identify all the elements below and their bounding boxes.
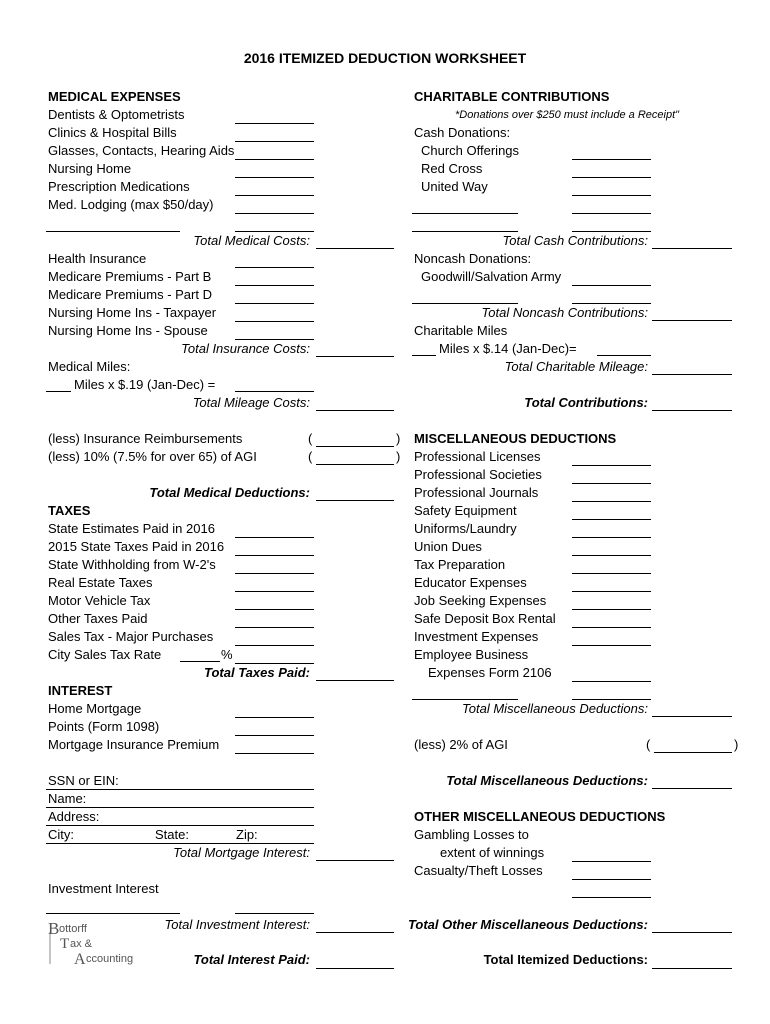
reimbursements-field[interactable]: [316, 446, 394, 447]
charitable-heading: CHARITABLE CONTRIBUTIONS: [414, 89, 610, 104]
tax-preparation-field[interactable]: [572, 573, 651, 574]
lender-zip-label: Zip:: [236, 827, 258, 842]
paren-close: ): [396, 431, 401, 446]
total-taxes-paid-field[interactable]: [316, 680, 394, 681]
tax-item: State Withholding from W-2's: [48, 557, 216, 572]
other-noncash-desc-field[interactable]: [412, 303, 518, 304]
real-estate-taxes-field[interactable]: [235, 591, 314, 592]
job-seeking-field[interactable]: [572, 609, 651, 610]
less-2pct-agi-field[interactable]: [654, 752, 732, 753]
state-withholding-field[interactable]: [235, 573, 314, 574]
church-offerings-field[interactable]: [572, 159, 651, 160]
gambling-losses-field[interactable]: [572, 861, 651, 862]
mortgage-insurance-field[interactable]: [235, 753, 314, 754]
insurance-item: Health Insurance: [48, 251, 147, 266]
total-mortgage-interest-field[interactable]: [316, 860, 394, 861]
lender-address-field[interactable]: [46, 825, 314, 826]
home-mortgage-field[interactable]: [235, 717, 314, 718]
casualty-theft-field[interactable]: [572, 879, 651, 880]
tax-item: Real Estate Taxes: [48, 575, 153, 590]
insurance-item: Nursing Home Ins - Taxpayer: [48, 305, 217, 320]
health-insurance-field[interactable]: [235, 267, 314, 268]
medical-item: Nursing Home: [48, 161, 132, 176]
charitable-miles-label: Charitable Miles: [414, 323, 508, 338]
prescription-field[interactable]: [235, 195, 314, 196]
gambling-losses-label: Gambling Losses to: [414, 827, 529, 842]
company-logo: [46, 918, 156, 966]
state-estimates-field[interactable]: [235, 537, 314, 538]
united-way-field[interactable]: [572, 195, 651, 196]
cash-item: Red Cross: [421, 161, 483, 176]
ssn-field[interactable]: [46, 789, 314, 790]
page-title: 2016 ITEMIZED DEDUCTION WORKSHEET: [243, 50, 527, 66]
noncash-donations-label: Noncash Donations:: [414, 251, 532, 266]
total-taxes-paid-label: Total Taxes Paid:: [204, 665, 310, 680]
total-itemized-deductions-field[interactable]: [652, 968, 732, 969]
lender-name-field[interactable]: [46, 807, 314, 808]
lender-city-label: City:: [48, 827, 74, 842]
tax-item: 2015 State Taxes Paid in 2016: [48, 539, 225, 554]
other-noncash-amount-field[interactable]: [572, 303, 651, 304]
city-sales-tax-label: City Sales Tax Rate: [48, 647, 162, 662]
other-misc-heading: OTHER MISCELLANEOUS DEDUCTIONS: [414, 809, 666, 824]
total-other-misc-label: Total Other Miscellaneous Deductions:: [407, 917, 648, 932]
paren-close: ): [396, 449, 401, 464]
misc-item: Professional Societies: [414, 467, 542, 482]
professional-societies-field[interactable]: [572, 483, 651, 484]
ssn-label: SSN or EIN:: [48, 773, 119, 788]
misc-item: Uniforms/Laundry: [414, 521, 517, 536]
logo-line2: ax &: [70, 938, 93, 950]
medical-item: Glasses, Contacts, Hearing Aids: [48, 143, 235, 158]
total-interest-paid-field[interactable]: [316, 968, 394, 969]
total-investment-interest-field[interactable]: [316, 932, 394, 933]
investment-interest-label: Investment Interest: [48, 881, 159, 896]
nursing-ins-taxpayer-field[interactable]: [235, 321, 314, 322]
total-other-misc-field[interactable]: [652, 932, 732, 933]
total-misc-deductions-label: Total Miscellaneous Deductions:: [462, 701, 648, 716]
paren-open: (: [646, 737, 651, 752]
misc-item: Professional Licenses: [414, 449, 541, 464]
interest-item: Points (Form 1098): [48, 719, 160, 734]
total-noncash-contributions-field[interactable]: [652, 320, 732, 321]
dentists-field[interactable]: [235, 123, 314, 124]
tax-item: Other Taxes Paid: [48, 611, 148, 626]
misc-heading: MISCELLANEOUS DEDUCTIONS: [414, 431, 617, 446]
tax-item: Motor Vehicle Tax: [48, 593, 151, 608]
total-itemized-deductions-label: Total Itemized Deductions:: [483, 952, 648, 967]
logo-line1: ottorff: [59, 923, 87, 935]
misc-item: Safe Deposit Box Rental: [414, 611, 556, 626]
misc-item: Safety Equipment: [414, 503, 517, 518]
medical-item: Clinics & Hospital Bills: [48, 125, 177, 140]
logo-b: B: [48, 919, 60, 938]
other-cash-desc-field-2[interactable]: [412, 231, 518, 232]
medical-heading: MEDICAL EXPENSES: [48, 89, 181, 104]
expenses-form-label: Expenses Form 2106: [428, 665, 552, 680]
total-mortgage-interest-label: Total Mortgage Interest:: [173, 845, 310, 860]
interest-item: Mortgage Insurance Premium: [48, 737, 220, 752]
total-misc-deductions-field[interactable]: [652, 716, 732, 717]
medical-miles-amount-field[interactable]: [235, 391, 314, 392]
total-contributions-label: Total Contributions:: [524, 395, 648, 410]
medical-miles-rate: Miles x $.19 (Jan-Dec) =: [74, 377, 216, 392]
donations-receipt-note: *Donations over $250 must include a Receipt": [455, 109, 680, 121]
safety-equipment-field[interactable]: [572, 519, 651, 520]
nursing-ins-spouse-field[interactable]: [235, 339, 314, 340]
lender-address-label: Address:: [48, 809, 100, 824]
total-investment-interest-label: Total Investment Interest:: [164, 917, 310, 932]
total-medical-costs-field[interactable]: [316, 248, 394, 249]
union-dues-field[interactable]: [572, 555, 651, 556]
points-field[interactable]: [235, 735, 314, 736]
clinics-field[interactable]: [235, 141, 314, 142]
cash-item: United Way: [421, 179, 488, 194]
educator-expenses-field[interactable]: [572, 591, 651, 592]
extent-of-winnings-label: extent of winnings: [440, 845, 545, 860]
total-misc-deductions-final-label: Total Miscellaneous Deductions:: [446, 773, 648, 788]
other-misc-extra-field[interactable]: [572, 897, 651, 898]
professional-journals-field[interactable]: [572, 501, 651, 502]
med-lodging-field[interactable]: [235, 213, 314, 214]
motor-vehicle-tax-field[interactable]: [235, 609, 314, 610]
other-taxes-field[interactable]: [235, 627, 314, 628]
total-charitable-mileage-field[interactable]: [652, 374, 732, 375]
city-sales-tax-amount-field[interactable]: [235, 663, 314, 664]
total-insurance-costs-field[interactable]: [316, 356, 394, 357]
misc-item: Tax Preparation: [414, 557, 506, 572]
medical-miles-label: Medical Miles:: [48, 359, 131, 374]
medical-item: Prescription Medications: [48, 179, 190, 194]
lender-name-label: Name:: [48, 791, 87, 806]
glasses-field[interactable]: [235, 159, 314, 160]
other-medical-amount-field[interactable]: [235, 231, 314, 232]
interest-heading: INTEREST: [48, 683, 113, 698]
logo-a: A: [74, 951, 86, 966]
paren-close: ): [734, 737, 739, 752]
other-cash-desc-field[interactable]: [412, 213, 518, 214]
lender-city-state-zip-field[interactable]: [46, 843, 314, 844]
red-cross-field[interactable]: [572, 177, 651, 178]
total-charitable-mileage-label: Total Charitable Mileage:: [504, 359, 648, 374]
less-agi-field[interactable]: [316, 464, 394, 465]
other-medical-field[interactable]: [46, 231, 180, 232]
misc-item: Educator Expenses: [414, 575, 527, 590]
other-misc-desc-field[interactable]: [412, 699, 518, 700]
logo-line3: ccounting: [86, 953, 134, 965]
investment-interest-desc-field[interactable]: [46, 913, 180, 914]
professional-licenses-field[interactable]: [572, 465, 651, 466]
medicare-b-field[interactable]: [235, 285, 314, 286]
investment-expenses-field[interactable]: [572, 645, 651, 646]
medical-item: Med. Lodging (max $50/day): [48, 197, 214, 212]
insurance-item: Medicare Premiums - Part B: [48, 269, 212, 284]
misc-item: Union Dues: [414, 539, 482, 554]
charitable-miles-field[interactable]: [412, 355, 436, 356]
medical-item: Dentists & Optometrists: [48, 107, 185, 122]
lender-state-label: State:: [155, 827, 189, 842]
nursing-home-field[interactable]: [235, 177, 314, 178]
uniforms-field[interactable]: [572, 537, 651, 538]
cash-donations-label: Cash Donations:: [414, 125, 511, 140]
other-cash-amount-field[interactable]: [572, 213, 651, 214]
goodwill-field[interactable]: [572, 285, 651, 286]
total-interest-paid-label: Total Interest Paid:: [193, 952, 310, 967]
misc-item: Investment Expenses: [414, 629, 539, 644]
insurance-item: Medicare Premiums - Part D: [48, 287, 212, 302]
less-agi-label: (less) 10% (7.5% for over 65) of AGI: [48, 449, 257, 464]
city-sales-tax-rate-field[interactable]: [180, 661, 220, 662]
investment-interest-field[interactable]: [235, 913, 314, 914]
misc-item: Employee Business: [414, 647, 529, 662]
total-cash-contributions-field[interactable]: [652, 248, 732, 249]
other-misc-amount-field[interactable]: [572, 699, 651, 700]
employee-business-field[interactable]: [572, 681, 651, 682]
paren-open: (: [308, 431, 313, 446]
total-contributions-field[interactable]: [652, 410, 732, 411]
total-mileage-costs-label: Total Mileage Costs:: [192, 395, 310, 410]
insurance-item: Nursing Home Ins - Spouse: [48, 323, 208, 338]
total-misc-deductions-final-field[interactable]: [652, 788, 732, 789]
misc-item: Professional Journals: [414, 485, 539, 500]
sales-tax-field[interactable]: [235, 645, 314, 646]
paren-open: (: [308, 449, 313, 464]
charitable-miles-rate: Miles x $.14 (Jan-Dec)=: [439, 341, 577, 356]
percent-sign: %: [221, 647, 233, 662]
total-noncash-contributions-label: Total Noncash Contributions:: [481, 305, 648, 320]
noncash-item: Goodwill/Salvation Army: [421, 269, 562, 284]
less-2pct-agi-label: (less) 2% of AGI: [414, 737, 508, 752]
total-cash-contributions-label: Total Cash Contributions:: [502, 233, 648, 248]
state-taxes-2015-field[interactable]: [235, 555, 314, 556]
safe-deposit-field[interactable]: [572, 627, 651, 628]
cash-item: Church Offerings: [421, 143, 520, 158]
logo-t: T: [60, 936, 70, 952]
tax-item: State Estimates Paid in 2016: [48, 521, 215, 536]
charitable-miles-amount-field[interactable]: [597, 355, 651, 356]
misc-item: Job Seeking Expenses: [414, 593, 547, 608]
other-cash-amount-field-2[interactable]: [572, 231, 651, 232]
tax-item: Sales Tax - Major Purchases: [48, 629, 214, 644]
medical-miles-field[interactable]: [46, 391, 71, 392]
taxes-heading: TAXES: [48, 503, 91, 518]
total-medical-costs-label: Total Medical Costs:: [193, 233, 310, 248]
medicare-d-field[interactable]: [235, 303, 314, 304]
interest-item: Home Mortgage: [48, 701, 142, 716]
total-insurance-costs-label: Total Insurance Costs:: [181, 341, 310, 356]
total-medical-deductions-label: Total Medical Deductions:: [149, 485, 310, 500]
casualty-theft-label: Casualty/Theft Losses: [414, 863, 543, 878]
total-medical-deductions-field[interactable]: [316, 500, 394, 501]
less-reimbursements-label: (less) Insurance Reimbursements: [48, 431, 243, 446]
total-mileage-costs-field[interactable]: [316, 410, 394, 411]
